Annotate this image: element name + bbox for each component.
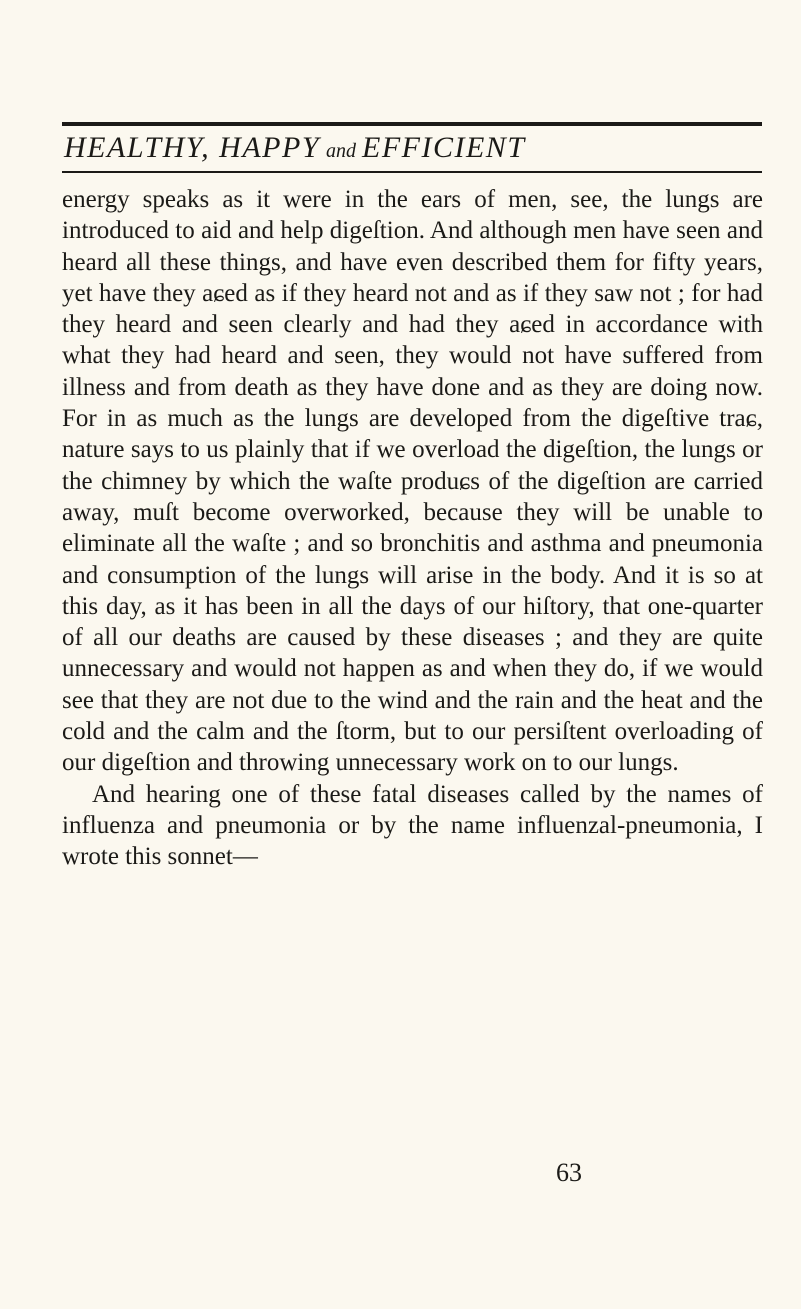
body-text [62, 184, 763, 873]
paragraph-1: energy speaks as it were in the ears of men, see, the lungs are introduced to aid and help digeſtion. And although men have seen and heard all these things, and have even described them for fifty years, yet have they aɕed as if they heard not and as if they saw not ; for had they heard and seen clearly and had they aɕed in accordance with what they had heard and seen, they would not have suffered from illness and from death as they have done and as they are doing now. For in as much as the lungs are developed from the digeſtive traɕ, nature says to us plainly that if we overload the digeſtion, the lungs or the chimney by which the waſte produɕs of the digeſtion are carried away, muſt become overworked, because they will be unable to eliminate all the waſte ; and so bronchitis and asthma and pneumonia and consumption of the lungs will arise in the body. And it is so at this day, as it has been in all the days of our hiſtory, that one-quarter of all our deaths are caused by these diseases ; and they are quite unnecessary and would not happen as and when they do, if we would see that they are not due to the wind and the rain and the heat and the cold and the calm and the ſtorm, but to our persiſtent overloading of our digeſtion and throwing unnecessary work on to our lungs. [62, 186, 763, 777]
running-header [62, 122, 762, 174]
page-number: 63 [556, 1158, 582, 1187]
running-head-part2: EFFICIENT [362, 131, 526, 164]
running-head-connector: and [326, 140, 357, 162]
header-rule-bottom [62, 171, 762, 173]
running-head-part1: HEALTHY, HAPPY [64, 131, 321, 164]
header-rule-top [62, 122, 762, 126]
paragraph-2: And hearing one of these fatal diseases called by the names of influenza and pneumonia or by the name influenzal-pneumonia, I wrote this sonnet— [62, 780, 763, 871]
running-head-title [64, 128, 526, 171]
